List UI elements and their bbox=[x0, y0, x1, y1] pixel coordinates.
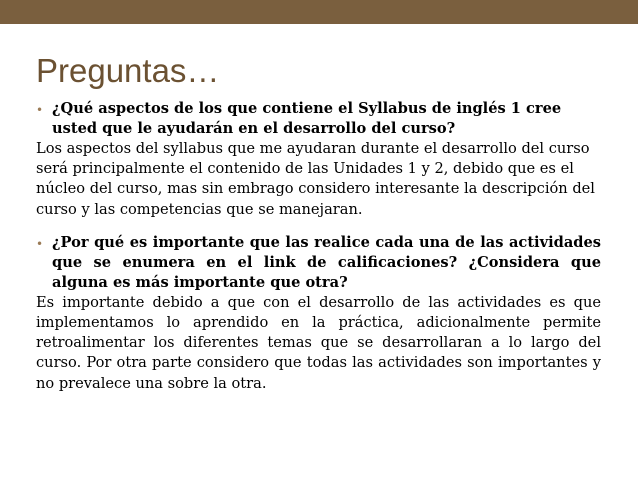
bullet-icon: • bbox=[36, 236, 44, 251]
top-accent-bar bbox=[0, 0, 638, 24]
question-1 bbox=[36, 99, 601, 139]
question-2-text: ¿Por qué es importante que las realice cada una de las actividades que se enumera en el link de calificaciones? ¿Considera que alguna es más importante que otra? bbox=[52, 233, 601, 291]
question-2 bbox=[36, 233, 601, 293]
bullet-icon: • bbox=[36, 103, 44, 117]
answer-1-text: Los aspectos del syllabus que me ayudaran durante el desarrollo del curso será principalmente el contenido de las Unidades 1 y 2, debido que es el núcleo del curso, mas sin embrago considero interesante la descripción del curso y las competencias que se manejaran. bbox=[36, 140, 595, 218]
answer-2-text: Es importante debido a que con el desarrollo de las actividades es que implementamos lo aprendido en la práctica, adicionalmente permite retroalimentar los diferentes temas que se desarrollaran a lo largo del curso. Por otra parte considero que todas las actividades son importantes y no prevalece una sobre la otra. bbox=[36, 293, 601, 392]
slide-content bbox=[36, 99, 601, 394]
slide-title: Preguntas… bbox=[36, 52, 220, 89]
question-1-text: ¿Qué aspectos de los que contiene el Syllabus de inglés 1 cree usted que le ayudarán en el desarrollo del curso? bbox=[52, 100, 562, 137]
